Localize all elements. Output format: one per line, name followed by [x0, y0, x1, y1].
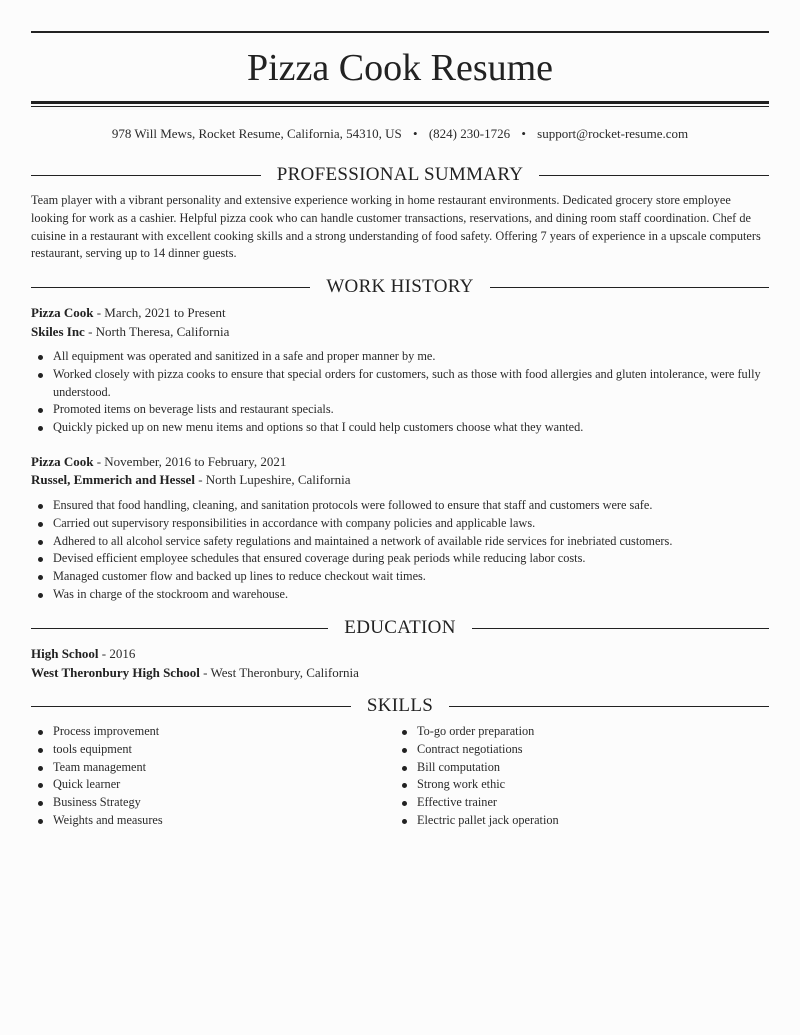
list-item: Adhered to all alcohol service safety regulations and maintained a network of available ride services for inebriated customers.	[31, 533, 769, 551]
list-item: Contract negotiations	[395, 741, 769, 759]
list-item: Ensured that food handling, cleaning, and sanitation protocols were followed to ensure that staff and customers were safe.	[31, 497, 769, 515]
education-year: - 2016	[98, 646, 136, 661]
summary-heading-label: PROFESSIONAL SUMMARY	[276, 164, 524, 185]
work-heading	[31, 275, 769, 299]
list-item: Carried out supervisory responsibilities in accordance with company policies and applicable laws.	[31, 515, 769, 533]
list-item: Electric pallet jack operation	[395, 812, 769, 830]
job-2-location: - North Lupeshire, California	[194, 472, 351, 487]
job-2-dates: - November, 2016 to February, 2021	[93, 454, 287, 469]
resume-page	[31, 0, 769, 1035]
list-item: tools equipment	[31, 741, 371, 759]
list-item: Strong work ethic	[395, 776, 769, 794]
list-item: Team management	[31, 759, 371, 777]
list-item: Quickly picked up on new menu items and options so that I could help customers choose what they wanted.	[31, 419, 769, 437]
job-1-title-line	[31, 304, 226, 322]
heading-rule	[31, 175, 261, 176]
page-title: Pizza Cook Resume	[246, 47, 554, 89]
job-2-title-line	[31, 453, 286, 471]
education-school-line	[31, 664, 359, 682]
job-2-company-line	[31, 471, 351, 489]
contact-line	[31, 125, 769, 143]
summary-text: Team player with a vibrant personality and extensive experience working in home restaurant environments. Dedicated grocery store employee looking for work as a cashier. Helpful pizza cook who can handle customer transactions, reservations, and dining room staff coordination. Chef de cuisine in a restaurant with excellent cooking skills and a strong understanding of food safety. Offering 7 years of experience in a upscale computers restaurant, serving up to 14 dinner guests.	[31, 193, 761, 261]
heading-rule	[31, 706, 351, 707]
job-1-dates: - March, 2021 to Present	[93, 305, 226, 320]
job-2-bullets	[31, 497, 769, 604]
education-heading	[31, 616, 769, 640]
skills-left-list	[31, 723, 371, 830]
list-item: Worked closely with pizza cooks to ensure that special orders for customers, such as those with food allergies and gluten intolerance, were fully understood.	[31, 366, 769, 402]
list-item: All equipment was operated and sanitized in a safe and proper manner by me.	[31, 348, 769, 366]
skills-right-list	[395, 723, 769, 830]
summary-heading	[31, 163, 769, 187]
heading-rule	[539, 175, 769, 176]
job-1-company: Skiles Inc	[31, 324, 85, 339]
list-item: Bill computation	[395, 759, 769, 777]
list-item: Devised efficient employee schedules that ensured coverage during peak periods while reducing labor costs.	[31, 550, 769, 568]
contact-email: support@rocket-resume.com	[537, 126, 689, 141]
education-degree-line	[31, 645, 135, 663]
heading-rule	[472, 628, 769, 629]
job-2-title: Pizza Cook	[31, 454, 94, 469]
title-rule-thin	[31, 106, 769, 107]
job-1-bullets	[31, 348, 769, 437]
list-item: To-go order preparation	[395, 723, 769, 741]
contact-phone: (824) 230-1726	[428, 126, 511, 141]
list-item: Promoted items on beverage lists and restaurant specials.	[31, 401, 769, 419]
work-heading-label: WORK HISTORY	[326, 276, 474, 297]
top-rule	[31, 31, 769, 33]
education-school: West Theronbury High School	[31, 665, 200, 680]
list-item: Managed customer flow and backed up lines to reduce checkout wait times.	[31, 568, 769, 586]
education-heading-label: EDUCATION	[344, 617, 456, 638]
skills-heading-label: SKILLS	[366, 695, 434, 716]
contact-separator: •	[521, 126, 526, 141]
list-item: Process improvement	[31, 723, 371, 741]
education-degree: High School	[31, 646, 99, 661]
skills-heading	[31, 694, 769, 718]
heading-rule	[31, 287, 310, 288]
list-item: Was in charge of the stockroom and warehouse.	[31, 586, 769, 604]
heading-rule	[490, 287, 769, 288]
heading-rule	[31, 628, 328, 629]
job-2-company: Russel, Emmerich and Hessel	[31, 472, 195, 487]
list-item: Business Strategy	[31, 794, 371, 812]
title-rule-thick	[31, 101, 769, 104]
education-location: - West Theronbury, California	[199, 665, 359, 680]
job-1-company-line	[31, 323, 229, 341]
list-item: Weights and measures	[31, 812, 371, 830]
contact-address: 978 Will Mews, Rocket Resume, California, 54310, US	[111, 126, 402, 141]
job-1-title: Pizza Cook	[31, 305, 94, 320]
job-1-location: - North Theresa, California	[84, 324, 230, 339]
heading-rule	[449, 706, 769, 707]
list-item: Quick learner	[31, 776, 371, 794]
contact-separator: •	[413, 126, 418, 141]
list-item: Effective trainer	[395, 794, 769, 812]
